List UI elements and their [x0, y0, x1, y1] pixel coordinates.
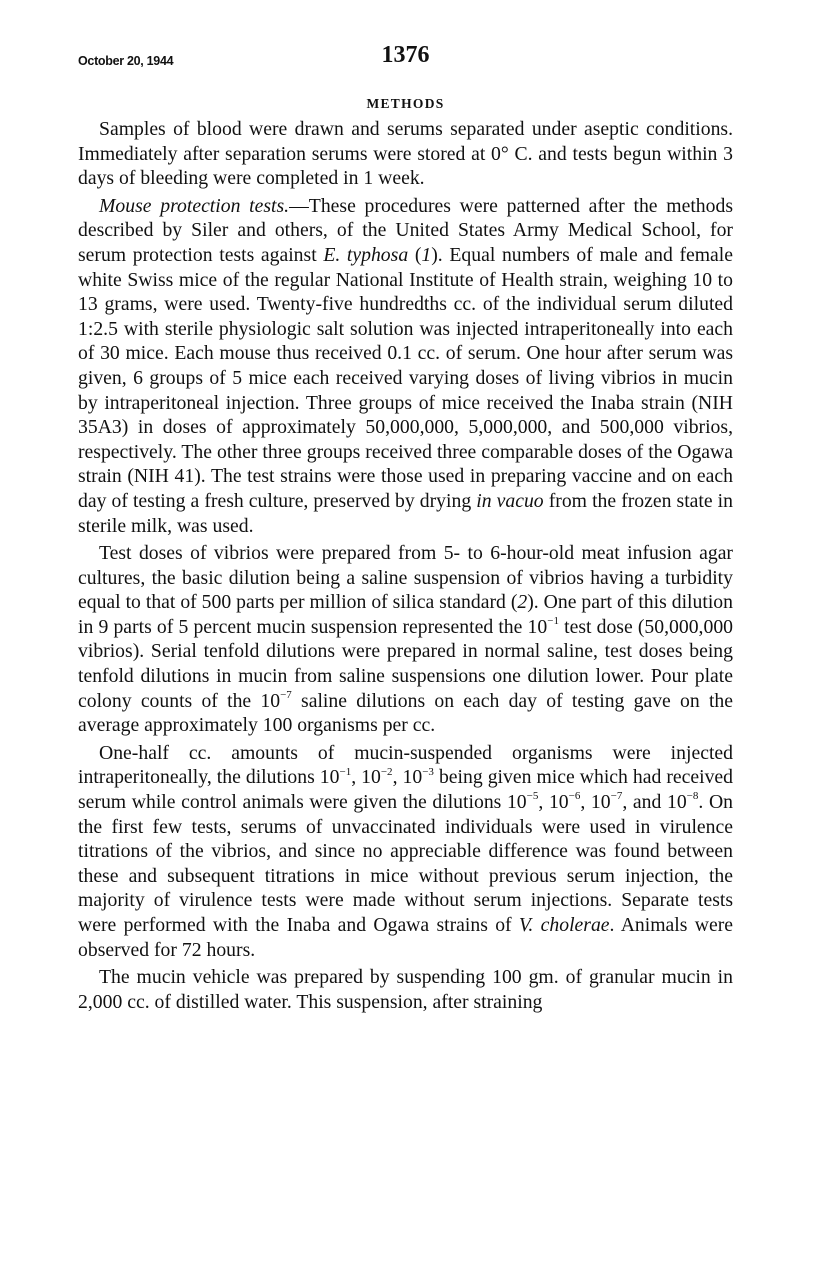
text-run: ). Equal numbers of male and female white Swiss mice of the regular National Institute of Health strain, weighing 10 to 13 grams, were used. Twenty-five hundredths cc. of the individual serum diluted 1:2.5 with sterile physiologic salt solution was injected intraperitoneally into each of 30 mice. Each mouse thus received 0.1 cc. of serum. One hour after serum was given, 6 groups of 5 mice each received varying doses of living vibrios in mucin by intraperitoneal injection. Three groups of mice received the Inaba strain (NIH 35A3) in doses of approximately 50,000,000, 5,000,000, and 500,000 vibrios, respectively. The other three groups received three comparable doses of the Ogawa strain (NIH 41). The test strains were those used in preparing vaccine and on each day of testing a fresh culture, preserved by drying — [78, 243, 733, 512]
text-run: One-half cc. amounts of mucin-suspended organisms were injected intraperitoneally, the dilutions 10 — [78, 741, 733, 789]
page — [78, 40, 733, 1017]
paragraph-mouse-protection — [78, 194, 733, 538]
exponent: −3 — [422, 765, 434, 778]
exponent: −1 — [547, 615, 559, 628]
paragraph-mucin-vehicle: The mucin vehicle was prepared by suspending 100 gm. of granular mucin in 2,000 cc. of distilled water. This suspension, after straining — [78, 966, 733, 1013]
text-run: Test doses of vibrios were prepared from 5- to 6-hour-old meat infusion agar cultures, the basic dilution being a saline suspension of vibrios having a turbidity equal to that of 500 parts per million of silica standard ( — [78, 542, 733, 614]
text-run: —These procedures were patterned after the methods described by Siler and others, of the United States Army Medical School, for serum protection tests against — [78, 194, 733, 266]
paragraph-injections — [78, 741, 733, 962]
text-run: from the frozen state in sterile milk, was used. — [78, 489, 733, 537]
exponent: −7 — [610, 790, 623, 803]
text-run: , 10 — [538, 791, 569, 814]
text-run: saline dilutions on each day of testing gave on the average approximately 100 organisms per cc. — [78, 689, 734, 737]
paragraph-samples: Samples of blood were drawn and serums separated under aseptic conditions. Immediately after separation serums were stored at 0° C. and tests begun within 3 days of bleeding were completed in 1 week. — [78, 118, 733, 190]
text-run: , 10 — [392, 766, 423, 789]
text-run: . Animals were observed for 72 hours. — [78, 914, 733, 961]
text-run: . On the first few tests, serums of unvaccinated individuals were used in virulence titrations of the vibrios, and since no appreciable difference was found between these and subsequent titrations in mice without previous serum injection, the majority of virulence tests were made without serum injections. Separate tests were performed with the Inaba and Ogawa strains of — [78, 791, 734, 936]
page-number: 1376 — [381, 42, 430, 68]
body-text — [78, 117, 733, 1014]
exponent: −5 — [526, 790, 539, 803]
text-run: , 10 — [580, 791, 611, 814]
exponent: −2 — [380, 765, 393, 778]
reference-number: 1 — [421, 243, 432, 266]
organism-name: E. typhosa — [323, 243, 409, 266]
text-run: , and 10 — [622, 791, 687, 814]
text-run: ). One part of this dilution in 9 parts of 5 percent mucin suspension represented the 10 — [78, 591, 733, 638]
running-head — [78, 40, 733, 78]
run-in-heading: Mouse protection tests. — [99, 194, 290, 217]
exponent: −7 — [280, 689, 292, 702]
organism-name: V. cholerae — [518, 914, 610, 936]
paragraph-test-doses — [78, 541, 733, 738]
section-heading: METHODS — [366, 96, 445, 111]
text-run: test dose (50,000,000 vibrios). Serial tenfold dilutions were prepared in normal saline, test doses being tenfold dilutions in mucin from saline suspensions one dilution lower. Pour plate colony counts of the 10 — [78, 615, 734, 712]
text-run: , 10 — [351, 766, 381, 789]
issue-date: October 20, 1944 — [78, 54, 174, 68]
exponent: −8 — [686, 790, 699, 803]
text-run: ( — [408, 243, 422, 266]
text-run: being given mice which had received serum while control animals were given the dilutions 10 — [78, 766, 734, 814]
reference-number: 2 — [517, 591, 528, 614]
exponent: −1 — [339, 765, 352, 778]
exponent: −6 — [568, 790, 581, 803]
latin-term: in vacuo — [476, 489, 544, 512]
